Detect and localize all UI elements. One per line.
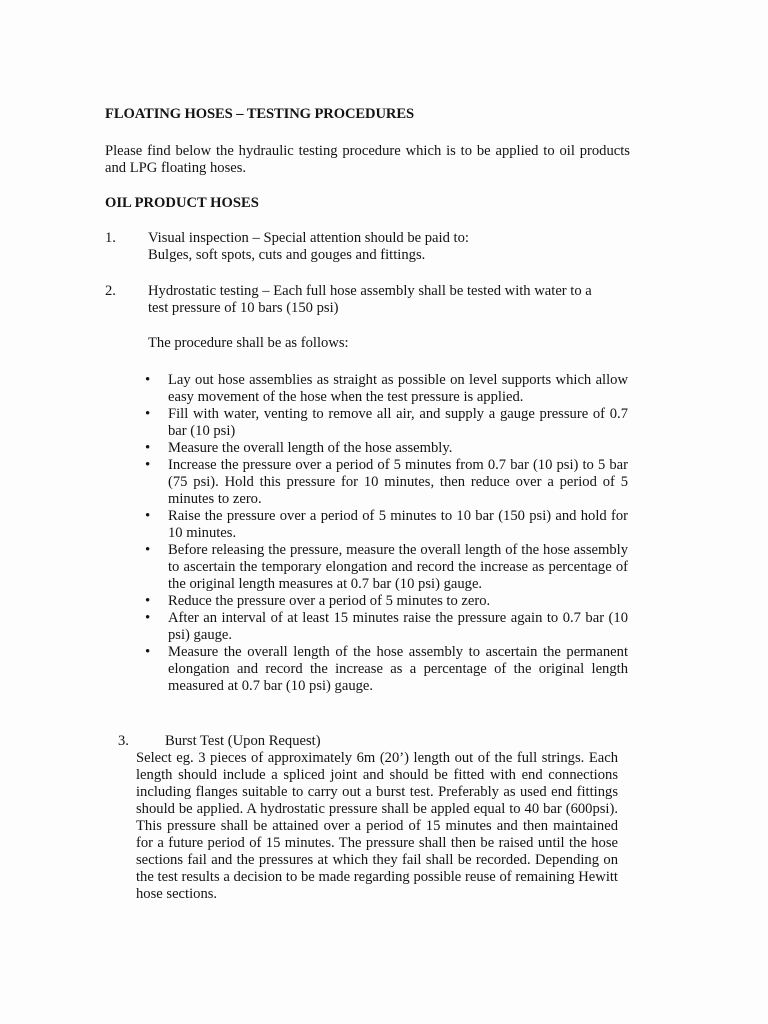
bullet-icon: • <box>145 406 151 422</box>
burst-test-paragraph: Select eg. 3 pieces of approximately 6m (20’) length out of the full strings. Each length should include a spliced joint and should be fitted with end connections including flanges suitable to carry out a burst test. Preferably as used end fittings should be applied. A hydrostatic pressure shall be appled equal to 40 bar (600psi). This pressure shall be attained over a period of 15 minutes and then maintained for a future period of 15 minutes. The pressure shall then be raised until the hose sections fail and the pressures at which they fail shall be recorded. Depending on the test results a decision to be made regarding possible reuse of remaining Hewitt hose sections. <box>136 750 618 902</box>
bullet-icon: • <box>145 542 151 558</box>
list-item: • Fill with water, venting to remove all air, and supply a gauge pressure of 0.7 bar (10 psi) <box>145 406 628 439</box>
item-2-line-2: test pressure of 10 bars (150 psi) <box>148 300 339 316</box>
bullet-icon: • <box>145 372 151 388</box>
item-2-number: 2. <box>105 283 116 299</box>
procedure-intro: The procedure shall be as follows: <box>148 335 349 351</box>
list-item: • After an interval of at least 15 minutes raise the pressure again to 0.7 bar (10 psi) gauge. <box>145 610 628 643</box>
intro-paragraph: Please find below the hydraulic testing procedure which is to be applied to oil products and LPG floating hoses. <box>105 143 630 176</box>
bullet-icon: • <box>145 508 151 524</box>
list-item: • Reduce the pressure over a period of 5 minutes to zero. <box>145 593 491 609</box>
item-1-number: 1. <box>105 230 116 246</box>
item-1-line-2: Bulges, soft spots, cuts and gouges and fittings. <box>148 247 426 263</box>
bullet-icon: • <box>145 457 151 473</box>
item-1-line-1: Visual inspection – Special attention should be paid to: <box>148 230 469 246</box>
document-title: FLOATING HOSES – TESTING PROCEDURES <box>105 106 414 122</box>
bullet-icon: • <box>145 593 151 609</box>
bullet-icon: • <box>145 644 151 660</box>
list-item: • Before releasing the pressure, measure the overall length of the hose assembly to ascertain the temporary elongation and record the increase as percentage of the original length measures at 0.7 bar (10 psi) gauge. <box>145 542 628 592</box>
bullet-icon: • <box>145 440 151 456</box>
item-3-title: Burst Test (Upon Request) <box>165 733 321 749</box>
list-item: • Raise the pressure over a period of 5 minutes to 10 bar (150 psi) and hold for 10 minutes. <box>145 508 628 541</box>
list-item: • Measure the overall length of the hose assembly to ascertain the permanent elongation and record the increase as a percentage of the original length measured at 0.7 bar (10 psi) gauge. <box>145 644 628 694</box>
list-item: • Lay out hose assemblies as straight as possible on level supports which allow easy movement of the hose when the test pressure is applied. <box>145 372 628 405</box>
list-item: • Increase the pressure over a period of 5 minutes from 0.7 bar (10 psi) to 5 bar (75 psi). Hold this pressure for 10 minutes, then reduce over a period of 5 minutes to zero. <box>145 457 628 507</box>
section-heading: OIL PRODUCT HOSES <box>105 195 259 211</box>
item-2-text <box>148 283 628 317</box>
list-item: • Measure the overall length of the hose assembly. <box>145 440 453 456</box>
bullet-icon: • <box>145 610 151 626</box>
item-2-line-1: Hydrostatic testing – Each full hose assembly shall be tested with water to a <box>148 283 592 299</box>
procedure-bullet-list <box>143 372 628 695</box>
item-3-number: 3. <box>118 733 129 749</box>
item-1-text <box>148 230 628 264</box>
